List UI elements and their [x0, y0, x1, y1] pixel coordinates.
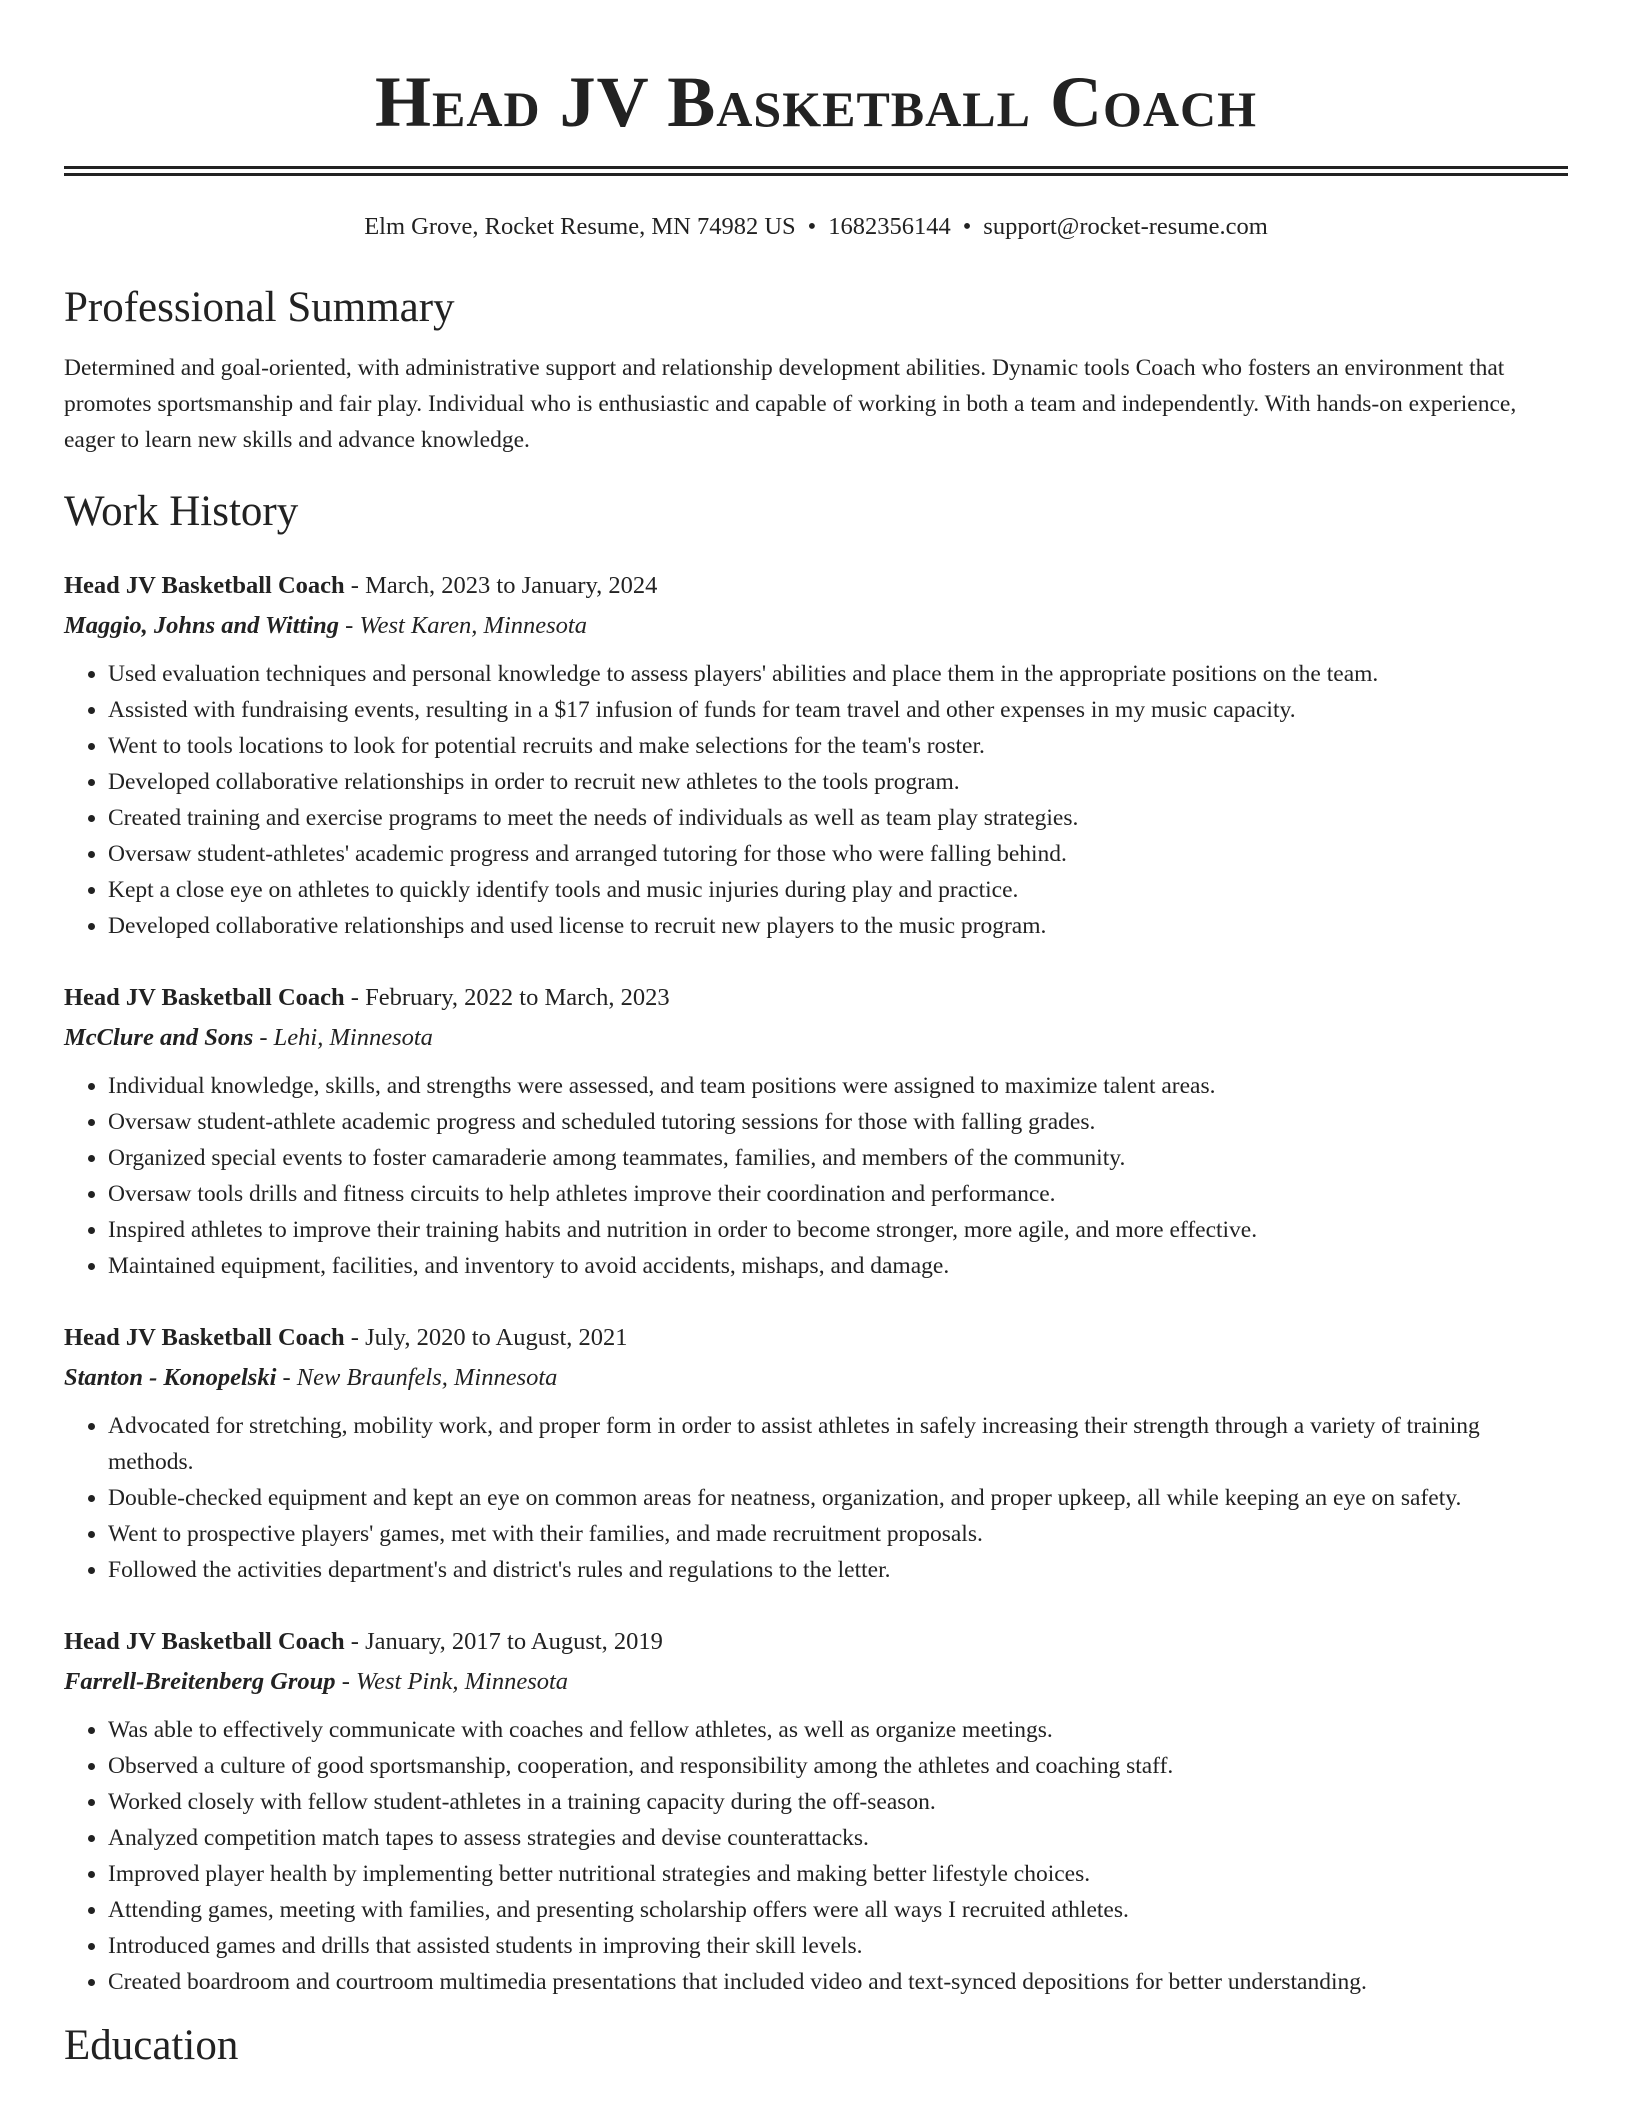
contact-address: Elm Grove, Rocket Resume, MN 74982 US	[364, 213, 796, 240]
job-title: Head JV Basketball Coach	[64, 1324, 345, 1351]
job-bullet: • Used evaluation techniques and personal knowledge to assess players' abilities and place them in the appropriate positions on the team.	[108, 656, 1568, 692]
job-bullet: • Assisted with fundraising events, resulting in a $17 infusion of funds for team travel and other expenses in my music capacity.	[108, 692, 1568, 728]
job-bullet: • Improved player health by implementing better nutritional strategies and making better lifestyle choices.	[108, 1856, 1568, 1892]
job-bullets	[64, 1712, 1568, 2000]
job-company-line	[64, 1358, 1568, 1398]
job-title-line	[64, 978, 1568, 1018]
job-bullet: • Was able to effectively communicate with coaches and fellow athletes, as well as organize meetings.	[108, 1712, 1568, 1748]
job-bullet: • Oversaw student-athlete academic progress and scheduled tutoring sessions for those with falling grades.	[108, 1104, 1568, 1140]
job-entry	[64, 566, 1568, 944]
job-bullet: • Observed a culture of good sportsmanship, cooperation, and responsibility among the athletes and coaching staff.	[108, 1748, 1568, 1784]
job-company: McClure and Sons	[64, 1024, 254, 1051]
job-title: Head JV Basketball Coach	[64, 984, 345, 1011]
job-title: Head JV Basketball Coach	[64, 572, 345, 599]
job-dates: - February, 2022 to March, 2023	[344, 984, 670, 1011]
summary-text: Determined and goal-oriented, with administrative support and relationship development abilities. Dynamic tools Coach who fosters an environment that promotes sportsmanship and fair play. Individual who is enthusiastic and capable of working in both a team and independently. With hands-on experience, eager to learn new skills and advance knowledge.	[64, 355, 1517, 453]
job-location: - Lehi, Minnesota	[253, 1024, 433, 1051]
section-heading-work-history: Work History	[64, 488, 299, 535]
job-title: Head JV Basketball Coach	[64, 1628, 345, 1655]
contact-separator: •	[962, 213, 972, 240]
contact-separator: •	[807, 213, 817, 240]
job-bullet: • Introduced games and drills that assisted students in improving their skill levels.	[108, 1928, 1568, 1964]
job-company-line	[64, 606, 1568, 646]
job-company: Farrell-Breitenberg Group	[64, 1668, 336, 1695]
resume-page	[64, 0, 1568, 2072]
job-dates: - July, 2020 to August, 2021	[344, 1324, 628, 1351]
job-bullet: • Developed collaborative relationships in order to recruit new athletes to the tools program.	[108, 764, 1568, 800]
job-company: Stanton - Konopelski	[64, 1364, 277, 1391]
job-bullet: • Individual knowledge, skills, and strengths were assessed, and team positions were assigned to maximize talent areas.	[108, 1068, 1568, 1104]
work-history-list	[64, 566, 1568, 2000]
job-company-line	[64, 1662, 1568, 1702]
job-bullets	[64, 1408, 1568, 1588]
job-bullet: • Worked closely with fellow student-athletes in a training capacity during the off-season.	[108, 1784, 1568, 1820]
job-bullet: • Maintained equipment, facilities, and inventory to avoid accidents, mishaps, and damage.	[108, 1248, 1568, 1284]
job-bullet: • Created training and exercise programs to meet the needs of individuals as well as team play strategies.	[108, 800, 1568, 836]
contact-email: support@rocket-resume.com	[983, 213, 1268, 240]
job-bullet: • Organized special events to foster camaraderie among teammates, families, and members of the community.	[108, 1140, 1568, 1176]
section-heading-education: Education	[64, 2022, 239, 2069]
job-entry	[64, 978, 1568, 1284]
contact-line	[64, 212, 1568, 242]
job-bullet: • Attending games, meeting with families, and presenting scholarship offers were all ways I recruited athletes.	[108, 1892, 1568, 1928]
job-title-line	[64, 1318, 1568, 1358]
job-bullet: • Inspired athletes to improve their training habits and nutrition in order to become stronger, more agile, and more effective.	[108, 1212, 1568, 1248]
job-dates: - March, 2023 to January, 2024	[344, 572, 658, 599]
job-bullets	[64, 656, 1568, 944]
job-location: - West Pink, Minnesota	[335, 1668, 569, 1695]
job-bullet: • Oversaw tools drills and fitness circuits to help athletes improve their coordination and performance.	[108, 1176, 1568, 1212]
job-title-line	[64, 566, 1568, 606]
job-bullet: • Advocated for stretching, mobility work, and proper form in order to assist athletes in safely increasing their strength through a variety of training methods.	[108, 1408, 1568, 1480]
job-bullets	[64, 1068, 1568, 1284]
section-heading-summary: Professional Summary	[64, 284, 455, 331]
job-bullet: • Oversaw student-athletes' academic progress and arranged tutoring for those who were falling behind.	[108, 836, 1568, 872]
job-company: Maggio, Johns and Witting	[64, 612, 340, 639]
job-title-line	[64, 1622, 1568, 1662]
job-company-line	[64, 1018, 1568, 1058]
resume-title: Head JV Basketball Coach	[375, 62, 1257, 142]
title-divider	[64, 166, 1568, 176]
job-bullet: • Went to prospective players' games, met with their families, and made recruitment proposals.	[108, 1516, 1568, 1552]
job-bullet: • Double-checked equipment and kept an eye on common areas for neatness, organization, and proper upkeep, all while keeping an eye on safety.	[108, 1480, 1568, 1516]
job-bullet: • Went to tools locations to look for potential recruits and make selections for the team's roster.	[108, 728, 1568, 764]
job-dates: - January, 2017 to August, 2019	[344, 1628, 663, 1655]
job-location: - West Karen, Minnesota	[339, 612, 587, 639]
job-entry	[64, 1318, 1568, 1588]
job-bullet: • Followed the activities department's and district's rules and regulations to the letter.	[108, 1552, 1568, 1588]
job-bullet: • Created boardroom and courtroom multimedia presentations that included video and text-synced depositions for better understanding.	[108, 1964, 1568, 2000]
job-bullet: • Analyzed competition match tapes to assess strategies and devise counterattacks.	[108, 1820, 1568, 1856]
job-bullet: • Kept a close eye on athletes to quickly identify tools and music injuries during play and practice.	[108, 872, 1568, 908]
job-bullet: • Developed collaborative relationships and used license to recruit new players to the music program.	[108, 908, 1568, 944]
job-location: - New Braunfels, Minnesota	[276, 1364, 558, 1391]
job-entry	[64, 1622, 1568, 2000]
contact-phone: 1682356144	[828, 213, 951, 240]
